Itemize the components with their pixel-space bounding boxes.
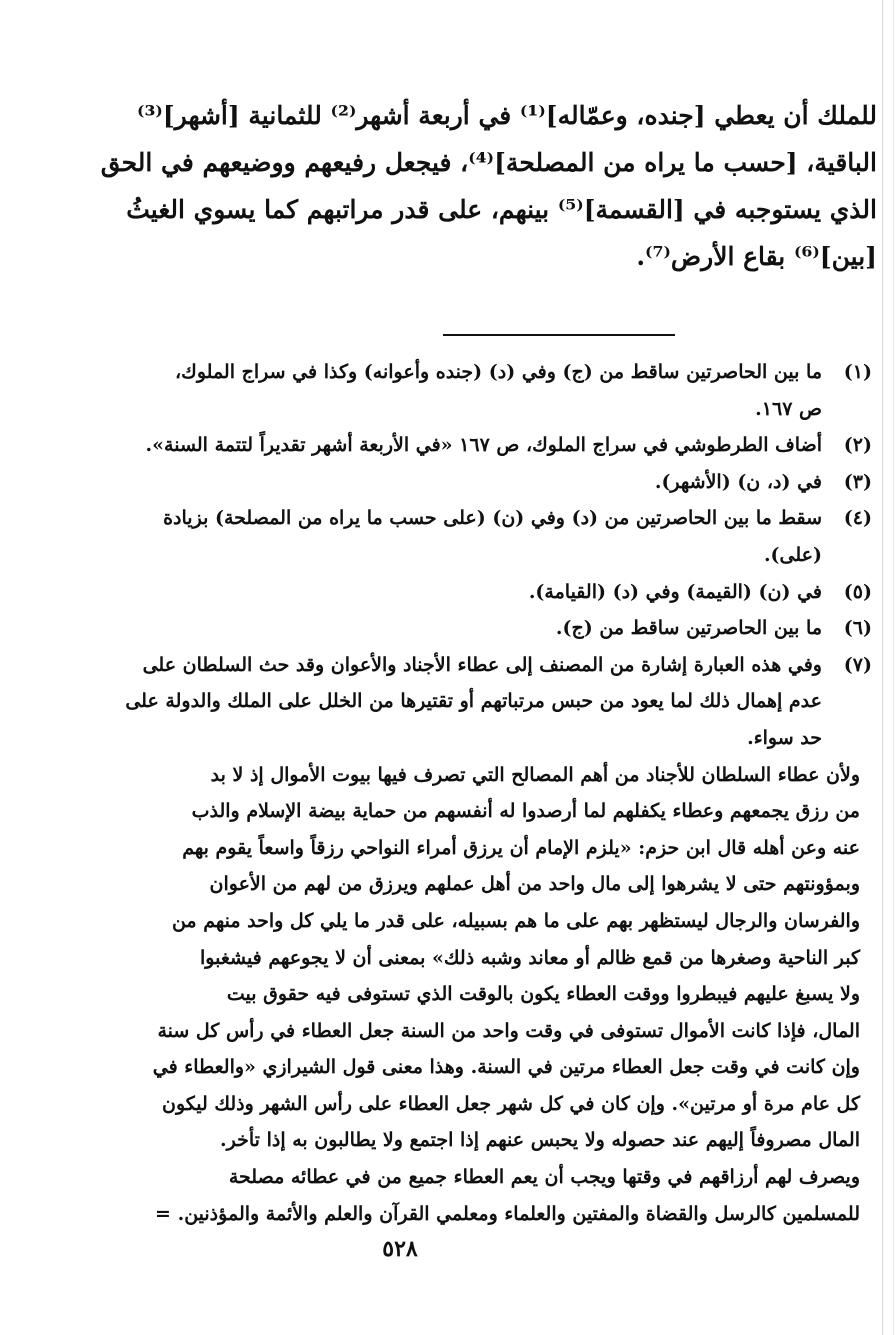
footnote-line: في (د، ن) (الأشهر).	[654, 470, 822, 493]
continuation-line: وبمؤونتهم حتى لا يشرهوا إلى مال واحد من أهل عملهم ويرزق من لهم من الأعوان	[209, 873, 860, 896]
page-edge-line	[893, 0, 894, 1335]
footnote-1	[22, 354, 872, 427]
footnote-text	[22, 500, 822, 573]
footnote-line: ما بين الحاصرتين ساقط من (ج).	[555, 617, 822, 640]
footnote-line: حد سواء.	[747, 726, 822, 749]
continuation-line: المال مصروفاً إليهم عند حصوله ولا يحبس عنهم إذا اجتمع ولا يطالبون به إذا تأخر.	[220, 1129, 860, 1152]
footnote-text	[22, 427, 822, 464]
footnote-6	[22, 610, 872, 647]
main-text-line: الذي يستوجبه في [القسمة]⁽⁵⁾ بينهم، على قدر مراتبهم كما يسوي الغيثُ	[126, 195, 877, 224]
footnote-line: ما بين الحاصرتين ساقط من (ج) وفي (د) (جنده وأعوانه) وكذا في سراج الملوك،	[175, 361, 822, 383]
footnote-number: (٤)	[843, 507, 872, 530]
footnote-7	[22, 647, 872, 757]
footnote-text	[22, 647, 822, 757]
footnotes-block	[22, 354, 872, 1232]
continuation-line: والفرسان والرجال ليستظهر بهم على ما هم بسبيله، على قدر ما يلي كل واحد منهم من	[171, 909, 860, 932]
footnote-line: عدم إهمال ذلك لما يعود من حبس مرتباتهم أو تقتيرها من الخلل على الملك والدولة على	[125, 690, 822, 713]
footnote-line: وفي هذه العبارة إشارة من المصنف إلى عطاء الأجناد والأعوان وقد حث السلطان على	[142, 653, 822, 676]
continuation-line: كل عام مرة أو مرتين». وإن كان في كل شهر جعل العطاء على رأس الشهر وذلك ليكون	[161, 1092, 860, 1115]
continuation-line: ويصرف لهم أرزاقهم في وقتها ويجب أن يعم العطاء جميع من في عطائه مصلحة	[228, 1166, 860, 1189]
page-edge-shadow	[882, 0, 891, 1335]
footnote-continuation	[22, 757, 872, 1233]
footnote-line: أضاف الطرطوشي في سراج الملوك، ص ١٦٧ «في الأربعة أشهر تقديراً لتتمة السنة».	[145, 434, 822, 457]
footnote-2	[22, 427, 872, 464]
continuation-line: كبر الناحية وصغرها من قمع ظالم أو معاند وشبه ذلك» بمعنى أن لا يجوعهم فيشغبوا	[200, 946, 860, 969]
page-number: ٥٢٨	[382, 1236, 418, 1262]
footnote-number: (١)	[843, 361, 872, 383]
footnote-text	[22, 354, 822, 427]
footnote-number: (٣)	[843, 470, 872, 493]
footnote-3	[22, 464, 872, 501]
main-text-line: [بين]⁽⁶⁾ بقاع الأرض⁽⁷⁾.	[636, 242, 877, 271]
footnote-text	[22, 574, 822, 611]
continuation-line: وإن كانت في وقت جعل العطاء مرتين في السنة. وهذا معنى قول الشيرازي «والعطاء في	[152, 1056, 860, 1079]
footnote-number: (٦)	[843, 617, 872, 640]
footnote-line: ص ١٦٧.	[755, 397, 822, 420]
footnote-line: في (ن) (القيمة) وفي (د) (القيامة).	[528, 580, 822, 603]
footnote-number: (٥)	[843, 580, 872, 603]
footnote-4	[22, 500, 872, 573]
continuation-line: للمسلمين كالرسل والقضاة والمفتين والعلماء ومعلمي القرآن والعلم والأئمة والمؤذنين. =	[155, 1202, 860, 1225]
main-text-line: للملك أن يعطي [جنده، وعمّاله]⁽¹⁾ في أربعة أشهر⁽²⁾ للثمانية [أشهر]⁽³⁾	[136, 101, 877, 130]
continuation-line: ولا يسبغ عليهم فيبطروا ووقت العطاء يكون بالوقت الذي تستوفى فيه حقوق بيت	[226, 983, 860, 1006]
continuation-line: ولأن عطاء السلطان للأجناد من أهم المصالح التي تصرف فيها بيوت الأموال إذ لا بد	[210, 763, 860, 786]
footnote-line: (على).	[763, 543, 822, 566]
footnote-text	[22, 464, 822, 501]
footnote-number: (٧)	[843, 653, 872, 676]
continuation-line: المال، فإذا كانت الأموال تستوفى في وقت واحد من السنة جعل العطاء في رأس كل سنة	[157, 1019, 860, 1042]
continuation-line: من رزق يجمعهم وعطاء يكفلهم لما أرصدوا له أنفسهم من حماية بيضة الإسلام والذب	[191, 800, 860, 823]
main-text-block	[22, 92, 877, 280]
footnote-5	[22, 574, 872, 611]
continuation-line: عنه وعن أهله قال ابن حزم: «يلزم الإمام أن يرزق أمراء النواحي رزقاً واسعاً يقوم بهم	[182, 836, 860, 859]
footnote-number: (٢)	[843, 434, 872, 457]
footnote-text	[22, 610, 822, 647]
footnote-line: سقط ما بين الحاصرتين من (د) وفي (ن) (على حسب ما يراه من المصلحة) بزيادة	[163, 507, 822, 530]
main-text-line: الباقية، [حسب ما يراه من المصلحة]⁽⁴⁾، فيجعل رفيعهم ووضيعهم في الحق	[100, 148, 877, 177]
footnote-separator	[443, 334, 675, 336]
